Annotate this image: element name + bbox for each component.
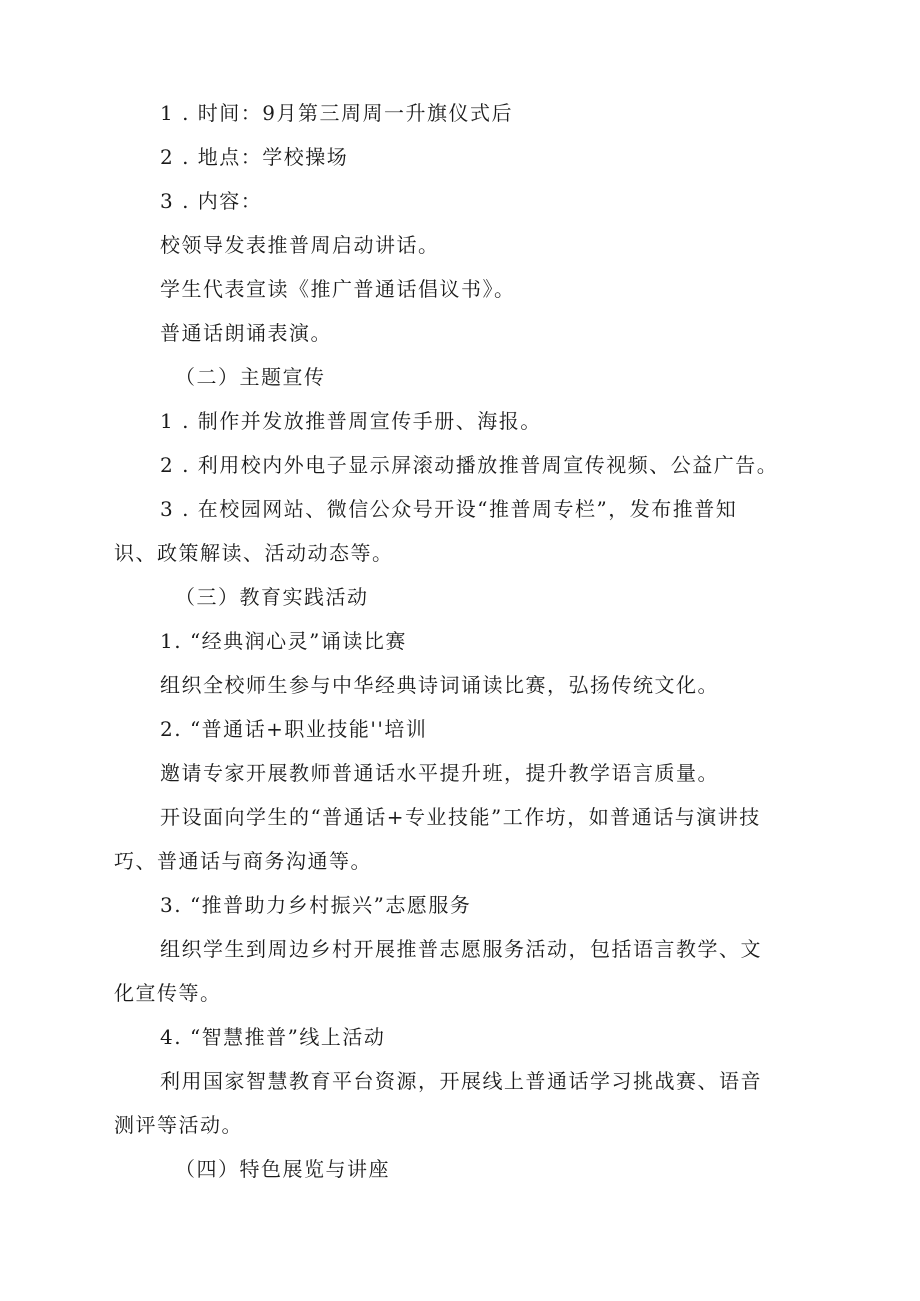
section-heading-2: （二）主题宣传: [175, 365, 326, 389]
activity-2-desc-1: 邀请专家开展教师普通话水平提升班，提升教学语言质量。: [160, 761, 719, 785]
item-content: 3 . 内容：: [160, 189, 263, 213]
content-leader-speech: 校领导发表推普周启动讲话。: [160, 233, 440, 257]
activity-4-desc-cont: 测评等活动。: [114, 1113, 243, 1137]
activity-4-desc: 利用国家智慧教育平台资源，开展线上普通话学习挑战赛、语音: [160, 1069, 762, 1093]
activity-1-title: 1. “经典润心灵”诵读比赛: [160, 629, 407, 653]
item-time: 1 . 时间：9月第三周周一升旗仪式后: [160, 101, 514, 125]
promo-item-2: 2 . 利用校内外电子显示屏滚动播放推普周宣传视频、公益广告。: [160, 453, 779, 477]
item-location: 2 . 地点：学校操场: [160, 145, 349, 169]
activity-2-desc-2: 开设面向学生的“普通话+专业技能”工作坊，如普通话与演讲技: [160, 805, 761, 829]
activity-2-title: 2. “普通话+职业技能''培训: [160, 717, 428, 741]
section-heading-4: （四）特色展览与讲座: [175, 1157, 390, 1181]
activity-4-title: 4. “智慧推普”线上活动: [160, 1025, 386, 1049]
activity-3-desc: 组织学生到周边乡村开展推普志愿服务活动，包括语言教学、文: [160, 937, 762, 961]
activity-3-desc-cont: 化宣传等。: [114, 981, 222, 1005]
promo-item-3: 3 . 在校园网站、微信公众号开设“推普周专栏”，发布推普知: [160, 497, 738, 521]
activity-1-desc: 组织全校师生参与中华经典诗词诵读比赛，弘扬传统文化。: [160, 673, 719, 697]
content-recitation: 普通话朗诵表演。: [160, 321, 332, 345]
content-proposal: 学生代表宣读《推广普通话倡议书》。: [160, 277, 516, 301]
section-heading-3: （三）教育实践活动: [175, 585, 369, 609]
activity-2-desc-2-cont: 巧、普通话与商务沟通等。: [114, 849, 372, 873]
promo-item-3-cont: 识、政策解读、活动动态等。: [114, 541, 394, 565]
activity-3-title: 3. “推普助力乡村振兴”志愿服务: [160, 893, 472, 917]
promo-item-1: 1 . 制作并发放推普周宣传手册、海报。: [160, 409, 542, 433]
